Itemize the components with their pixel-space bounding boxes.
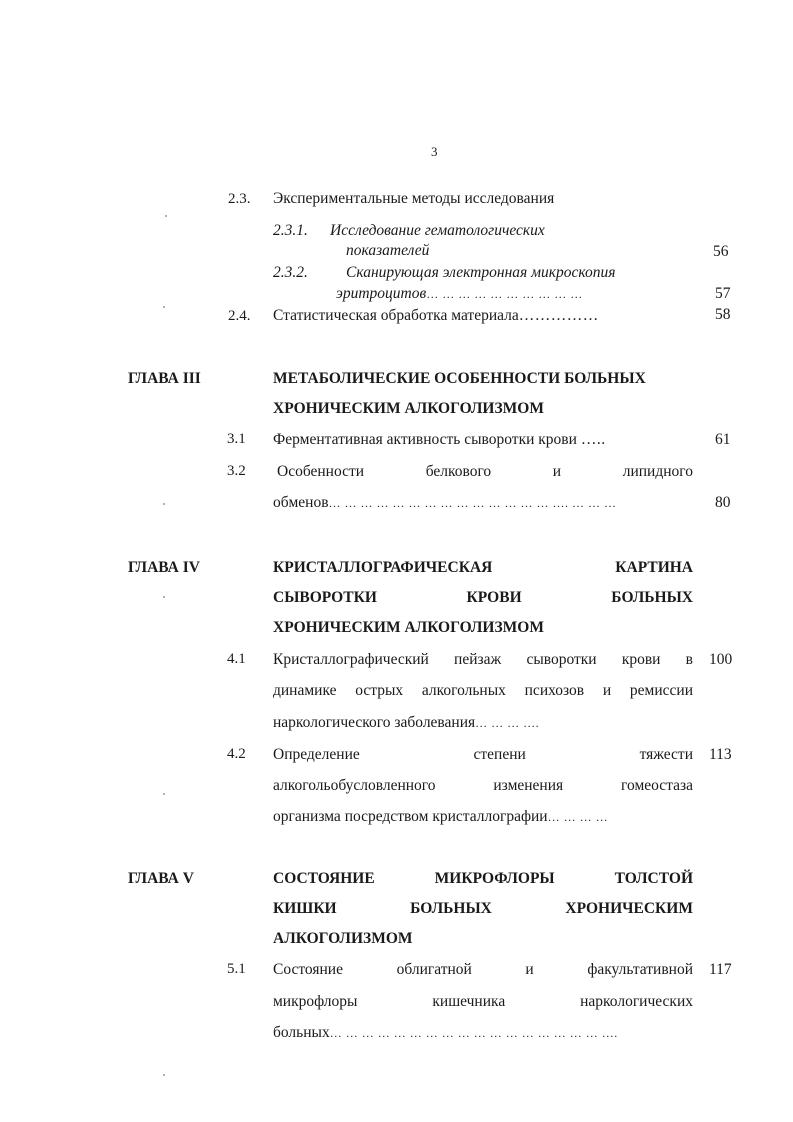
subsection-title-text: эритроцитов bbox=[336, 285, 427, 302]
section-number: 2.4. bbox=[228, 308, 251, 324]
page-ref: 58 bbox=[715, 306, 731, 323]
subsection-number: 2.3.1. bbox=[273, 222, 308, 239]
section-title bbox=[273, 431, 606, 449]
scan-speck bbox=[163, 1074, 165, 1076]
section-title-line: алкогольобусловленного изменения гомеостаза bbox=[273, 777, 693, 794]
section-title-text: больных bbox=[273, 1024, 330, 1041]
section-number: 3.1 bbox=[227, 431, 246, 447]
section-title-text: Ферментативная активность сыворотки крови bbox=[273, 431, 577, 448]
section-title-line bbox=[273, 714, 539, 732]
leader-dots: … … … … … … … … … … … … … … …. … … … bbox=[328, 496, 617, 510]
section-title-text: Статистическая обработка материала bbox=[273, 307, 519, 324]
leader-dots: ….. bbox=[580, 431, 606, 448]
subsection-title-line: Исследование гематологических bbox=[330, 222, 545, 239]
chapter-title-line: СОСТОЯНИЕ МИКРОФЛОРЫ ТОЛСТОЙ bbox=[273, 870, 693, 887]
chapter-title-line: КРИСТАЛЛОГРАФИЧЕСКАЯ КАРТИНА bbox=[273, 559, 693, 576]
chapter-title-line: СЫВОРОТКИ КРОВИ БОЛЬНЫХ bbox=[273, 589, 693, 606]
section-number: 5.1 bbox=[227, 961, 246, 977]
chapter-label: ГЛАВА III bbox=[128, 370, 201, 387]
section-title-line: микрофлоры кишечника наркологических bbox=[273, 993, 693, 1010]
chapter-title-line: АЛКОГОЛИЗМОМ bbox=[273, 930, 413, 947]
section-title-line bbox=[273, 494, 617, 512]
subsection-title-line: Сканирующая электронная микроскопия bbox=[346, 264, 616, 281]
section-title-line: Определение степени тяжести bbox=[273, 746, 693, 763]
leader-dots: … … … … bbox=[547, 810, 609, 824]
subsection-title-line: показателей bbox=[346, 242, 430, 259]
section-title bbox=[273, 307, 599, 325]
scan-speck bbox=[163, 596, 165, 598]
chapter-label: ГЛАВА IV bbox=[128, 559, 200, 576]
scan-speck bbox=[163, 503, 165, 505]
chapter-label: ГЛАВА V bbox=[128, 870, 194, 887]
page-ref: 100 bbox=[709, 651, 733, 668]
chapter-title-line: КИШКИ БОЛЬНЫХ ХРОНИЧЕСКИМ bbox=[273, 900, 693, 917]
leader-dots: … … … … … … … … … … … … … … … … … …. bbox=[329, 1026, 618, 1040]
section-title-line bbox=[273, 1024, 618, 1042]
page-ref: 61 bbox=[715, 431, 731, 448]
section-title: Экспериментальные методы исследования bbox=[273, 190, 555, 207]
leader-dots: …………… bbox=[518, 307, 599, 324]
chapter-title-line: ХРОНИЧЕСКИМ АЛКОГОЛИЗМОМ bbox=[273, 619, 544, 636]
section-title-line: Состояние облигатной и факультативной bbox=[273, 961, 693, 978]
scan-speck bbox=[163, 306, 165, 308]
page-ref: 117 bbox=[709, 961, 732, 978]
section-number: 4.2 bbox=[227, 746, 246, 762]
subsection-number: 2.3.2. bbox=[273, 264, 308, 281]
chapter-title-line: МЕТАБОЛИЧЕСКИЕ ОСОБЕННОСТИ БОЛЬНЫХ bbox=[273, 370, 646, 387]
section-title-line: Особенности белкового и липидного bbox=[277, 463, 693, 480]
section-title-line bbox=[273, 808, 608, 826]
page-number: 3 bbox=[431, 144, 438, 159]
leader-dots: … … … … … … … … … … bbox=[426, 287, 583, 301]
leader-dots: … … … …. bbox=[475, 716, 540, 730]
section-title-line: динамике острых алкогольных психозов и ремиссии bbox=[273, 682, 693, 699]
section-title-text: организма посредством кристаллографии bbox=[273, 808, 548, 825]
scan-speck bbox=[165, 215, 167, 217]
section-number: 3.2 bbox=[227, 463, 246, 479]
scan-speck bbox=[163, 793, 165, 795]
page-ref: 80 bbox=[715, 494, 731, 511]
page-ref: 56 bbox=[713, 243, 729, 260]
section-title-line: Кристаллографический пейзаж сыворотки крови в bbox=[273, 651, 693, 668]
section-title-text: обменов bbox=[273, 494, 329, 511]
section-number: 2.3. bbox=[228, 191, 251, 207]
section-title-text: наркологического заболевания bbox=[273, 714, 476, 731]
section-number: 4.1 bbox=[227, 651, 246, 667]
subsection-title-line bbox=[336, 285, 583, 303]
page-ref: 57 bbox=[715, 285, 731, 302]
page-ref: 113 bbox=[709, 746, 732, 763]
chapter-title-line: ХРОНИЧЕСКИМ АЛКОГОЛИЗМОМ bbox=[273, 400, 544, 417]
